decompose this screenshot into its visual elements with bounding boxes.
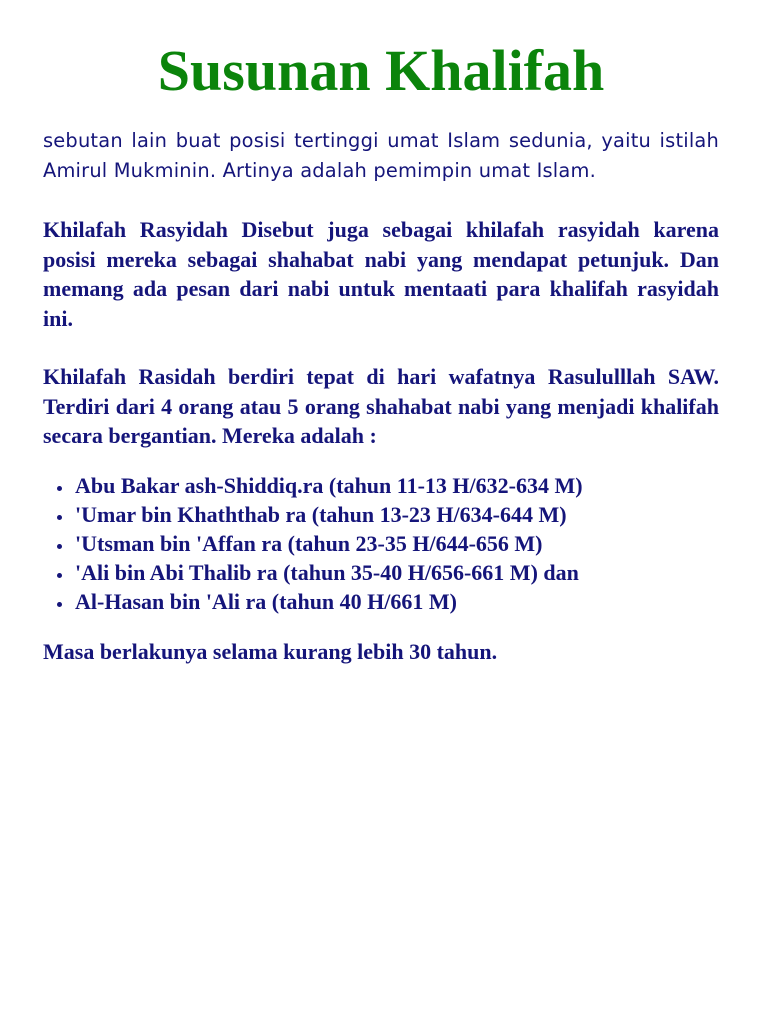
caliph-list (43, 471, 719, 616)
list-item (43, 471, 719, 500)
list-item (43, 558, 719, 587)
page-title: Susunan Khalifah (157, 38, 605, 103)
list-item (43, 587, 719, 616)
list-item-text: Abu Bakar ash-Shiddiq.ra (tahun 11-13 H/632-634 M) (75, 472, 583, 498)
bullet-icon (57, 573, 62, 578)
intro-paragraph: sebutan lain buat posisi tertinggi umat Islam sedunia, yaitu istilah Amirul Mukminin. Artinya adalah pemimpin umat Islam. (43, 129, 719, 182)
bullet-icon (57, 486, 62, 491)
closing-paragraph: Masa berlakunya selama kurang lebih 30 tahun. (43, 638, 498, 664)
document-page (43, 0, 719, 666)
list-item-text: 'Utsman bin 'Affan ra (tahun 23-35 H/644-656 M) (75, 530, 543, 556)
bullet-icon (57, 602, 62, 607)
bullet-icon (57, 515, 62, 520)
list-item-text: 'Umar bin Khaththab ra (tahun 13-23 H/634-644 M) (75, 501, 567, 527)
list-item-text: Al-Hasan bin 'Ali ra (tahun 40 H/661 M) (75, 588, 457, 614)
list-item-text: 'Ali bin Abi Thalib ra (tahun 35-40 H/656-661 M) dan (75, 559, 579, 585)
khilafah-history-paragraph: Khilafah Rasidah berdiri tepat di hari wafatnya Rasululllah SAW. Terdiri dari 4 orang atau 5 orang shahabat nabi yang menjadi khalifah secara bergantian. Mereka adalah : (43, 364, 719, 448)
khilafah-rasyidah-paragraph: Khilafah Rasyidah Disebut juga sebagai khilafah rasyidah karena posisi mereka sebagai shahabat nabi yang mendapat petunjuk. Dan memang ada pesan dari nabi untuk mentaati para khalifah rasyidah ini. (43, 217, 719, 331)
bullet-icon (57, 544, 62, 549)
list-item (43, 529, 719, 558)
list-item (43, 500, 719, 529)
